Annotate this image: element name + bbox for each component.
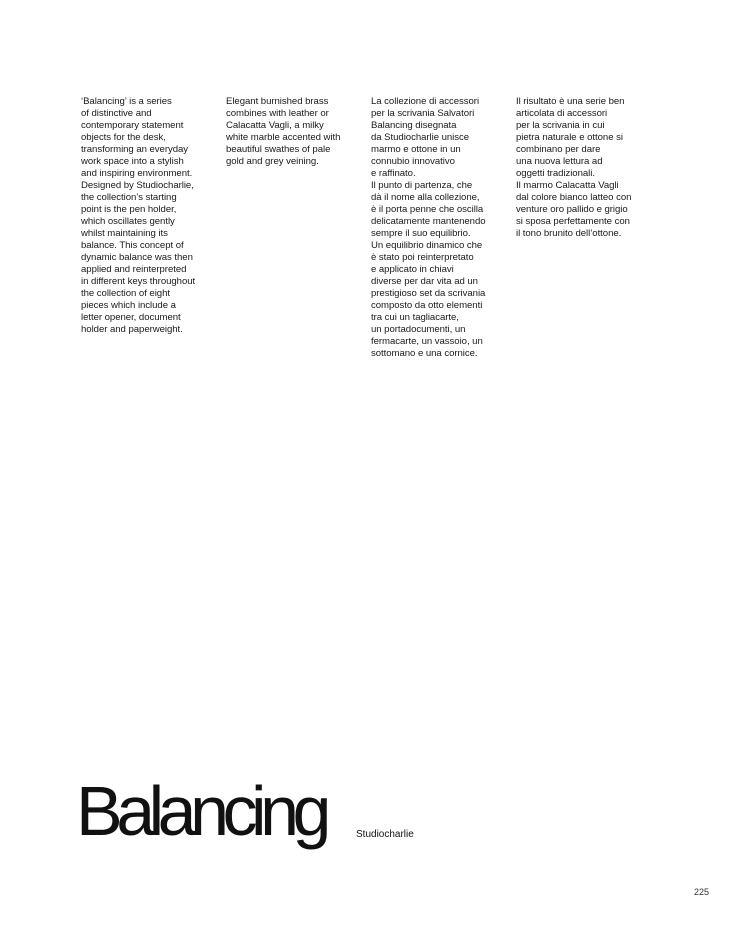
english-description-column: ‘Balancing’ is a series of distinctive and contemporary statement objects for the desk, transforming an everyday work space into a stylish and inspiring environment. Designed by Studiocharlie, the collection’s starting point is the pen holder, which oscillates gently whilst maintaining its balance. This concept of dynamic balance was then applied and reinterpreted in different keys throughout the collection of eight pieces which include a letter opener, document holder and paperweight.	[81, 96, 196, 335]
italian-description-column: La collezione di accessori per la scrivania Salvatori Balancing disegnata da Studiocharlie unisce marmo e ottone in un connubio innovativo e raffinato. Il punto di partenza, che dà il nome alla collezione, è il porta penne che oscilla delicatamente mantenendo sempre il suo equilibrio. Un equilibrio dinamico che è stato poi reinterpretato e applicato in chiavi diverse per dar vita ad un prestigioso set da scrivania composto da otto elementi tra cui un tagliacarte, un portadocumenti, un fermacarte, un vassoio, un sottomano e una cornice.	[371, 96, 486, 359]
english-materials-column: Elegant burnished brass combines with leather or Calacatta Vagli, a milky white marble accented with beautiful swathes of pale gold and grey veining.	[226, 96, 341, 167]
collection-title: Balancing	[76, 772, 325, 850]
designer-name: Studiocharlie	[356, 829, 414, 840]
italian-materials-column: Il risultato è una serie ben articolata di accessori per la scrivania in cui pietra naturale e ottone si combinano per dare una nuova lettura ad oggetti tradizionali. Il marmo Calacatta Vagli dal colore bianco latteo con venture oro pallido e grigio si sposa perfettamente con il tono brunito dell’ottone.	[516, 96, 632, 239]
page-number: 225	[693, 887, 709, 897]
